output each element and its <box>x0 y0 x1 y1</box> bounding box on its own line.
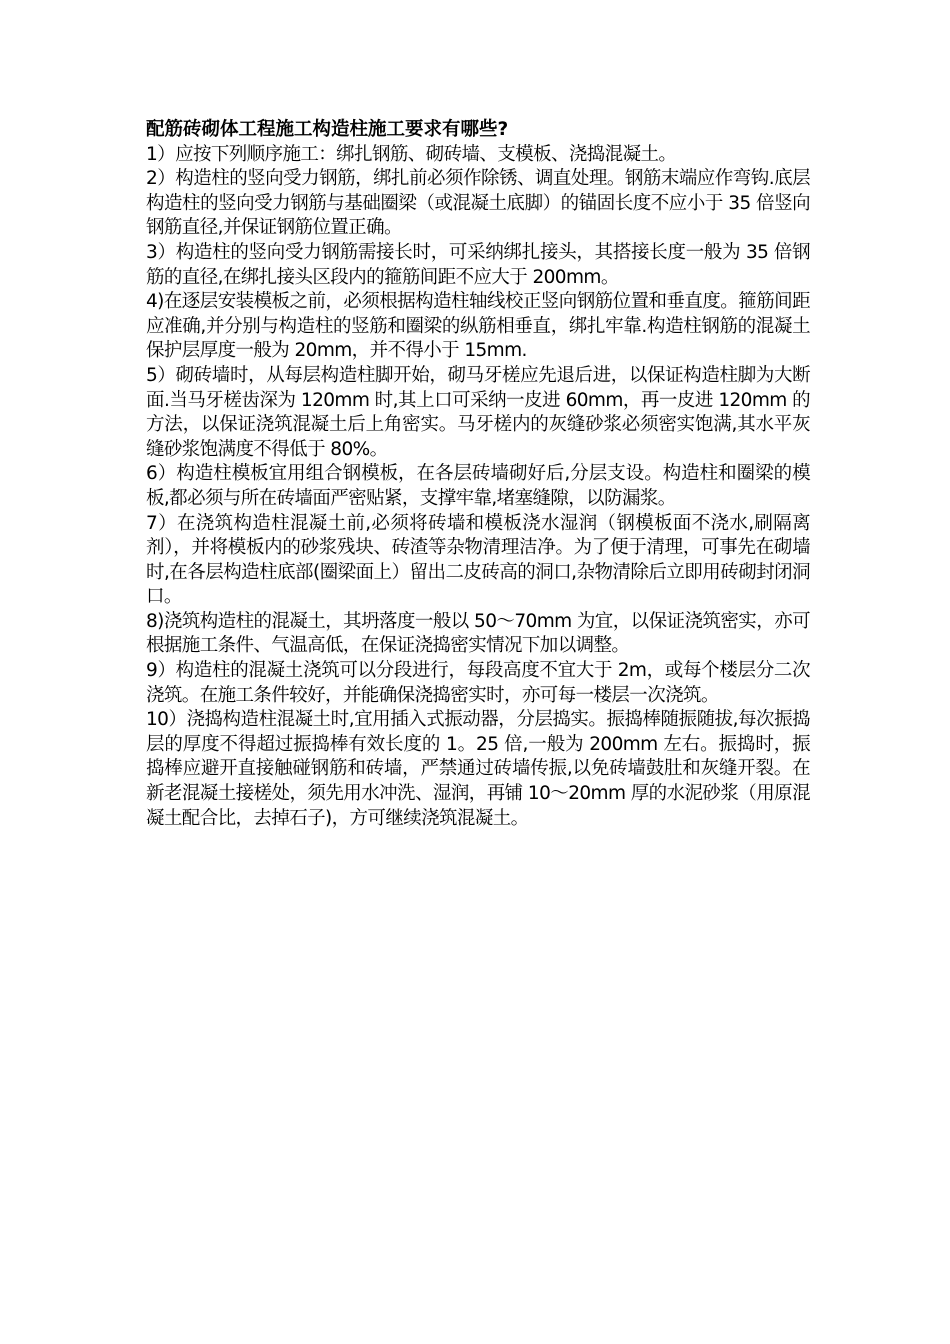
paragraph-6: 6）构造柱模板宜用组合钢模板，在各层砖墙砌好后,分层支设。构造柱和圈梁的模板,都必须与所在砖墙面严密贴紧，支撑牢靠,堵塞缝隙，以防漏浆。 <box>146 463 810 509</box>
paragraph-4: 4)在逐层安装模板之前，必须根据构造柱轴线校正竖向钢筋位置和垂直度。箍筋间距应准确,并分别与构造柱的竖筋和圈梁的纵筋相垂直，绑扎牢靠.构造柱钢筋的混凝土保护层厚度一般为 20mm，并不得小于 15mm. <box>146 291 810 362</box>
paragraph-10: 10）浇捣构造柱混凝土时,宜用插入式振动器，分层捣实。振捣棒随振随拔,每次振捣层的厚度不得超过振捣棒有效长度的 1。25 倍,一般为 200mm 左右。振捣时，振捣棒应避开直接触碰钢筋和砖墙，严禁通过砖墙传振,以免砖墙鼓肚和灰缝开裂。在新老混凝土接槎处，须先用水冲洗、湿润，再铺 10～20mm 厚的水泥砂浆（用原混凝土配合比，去掉石子)，方可继续浇筑混凝土。 <box>146 709 810 829</box>
paragraph-1: 1）应按下列顺序施工：绑扎钢筋、砌砖墙、支模板、浇捣混凝土。 <box>146 143 677 165</box>
document-page <box>146 118 810 831</box>
paragraph-8: 8)浇筑构造柱的混凝土，其坍落度一般以 50～70mm 为宜，以保证浇筑密实，亦可根据施工条件、气温高低，在保证浇捣密实情况下加以调整。 <box>146 610 810 657</box>
paragraph-2: 2）构造柱的竖向受力钢筋，绑扎前必须作除锈、调直处理。钢筋末端应作弯钩.底层构造柱的竖向受力钢筋与基础圈梁（或混凝土底脚）的锚固长度不应小于 35 倍竖向钢筋直径,并保证钢筋位置正确。 <box>146 168 810 239</box>
paragraph-3: 3）构造柱的竖向受力钢筋需接长时，可采纳绑扎接头，其搭接长度一般为 35 倍钢筋的直径,在绑扎接头区段内的箍筋间距不应大于 200mm。 <box>146 241 810 288</box>
paragraph-7: 7）在浇筑构造柱混凝土前,必须将砖墙和模板浇水湿润（钢模板面不浇水,刷隔离剂），并将模板内的砂浆残块、砖渣等杂物清理洁净。为了便于清理，可事先在砌墙时,在各层构造柱底部(圈梁面上）留出二皮砖高的洞口,杂物清除后立即用砖砌封闭洞口。 <box>146 512 810 608</box>
paragraph-9: 9）构造柱的混凝土浇筑可以分段进行，每段高度不宜大于 2m，或每个楼层分二次浇筑。在施工条件较好，并能确保浇捣密实时，亦可每一楼层一次浇筑。 <box>146 660 810 706</box>
document-title: 配筋砖砌体工程施工构造柱施工要求有哪些? <box>146 119 509 140</box>
paragraph-5: 5）砌砖墙时，从每层构造柱脚开始，砌马牙槎应先退后进，以保证构造柱脚为大断面.当马牙槎齿深为 120mm 时,其上口可采纳一皮进 60mm，再一皮进 120mm 的方法，以保证浇筑混凝土后上角密实。马牙槎内的灰缝砂浆必须密实饱满,其水平灰缝砂浆饱满度不得低于 80%。 <box>146 364 810 460</box>
